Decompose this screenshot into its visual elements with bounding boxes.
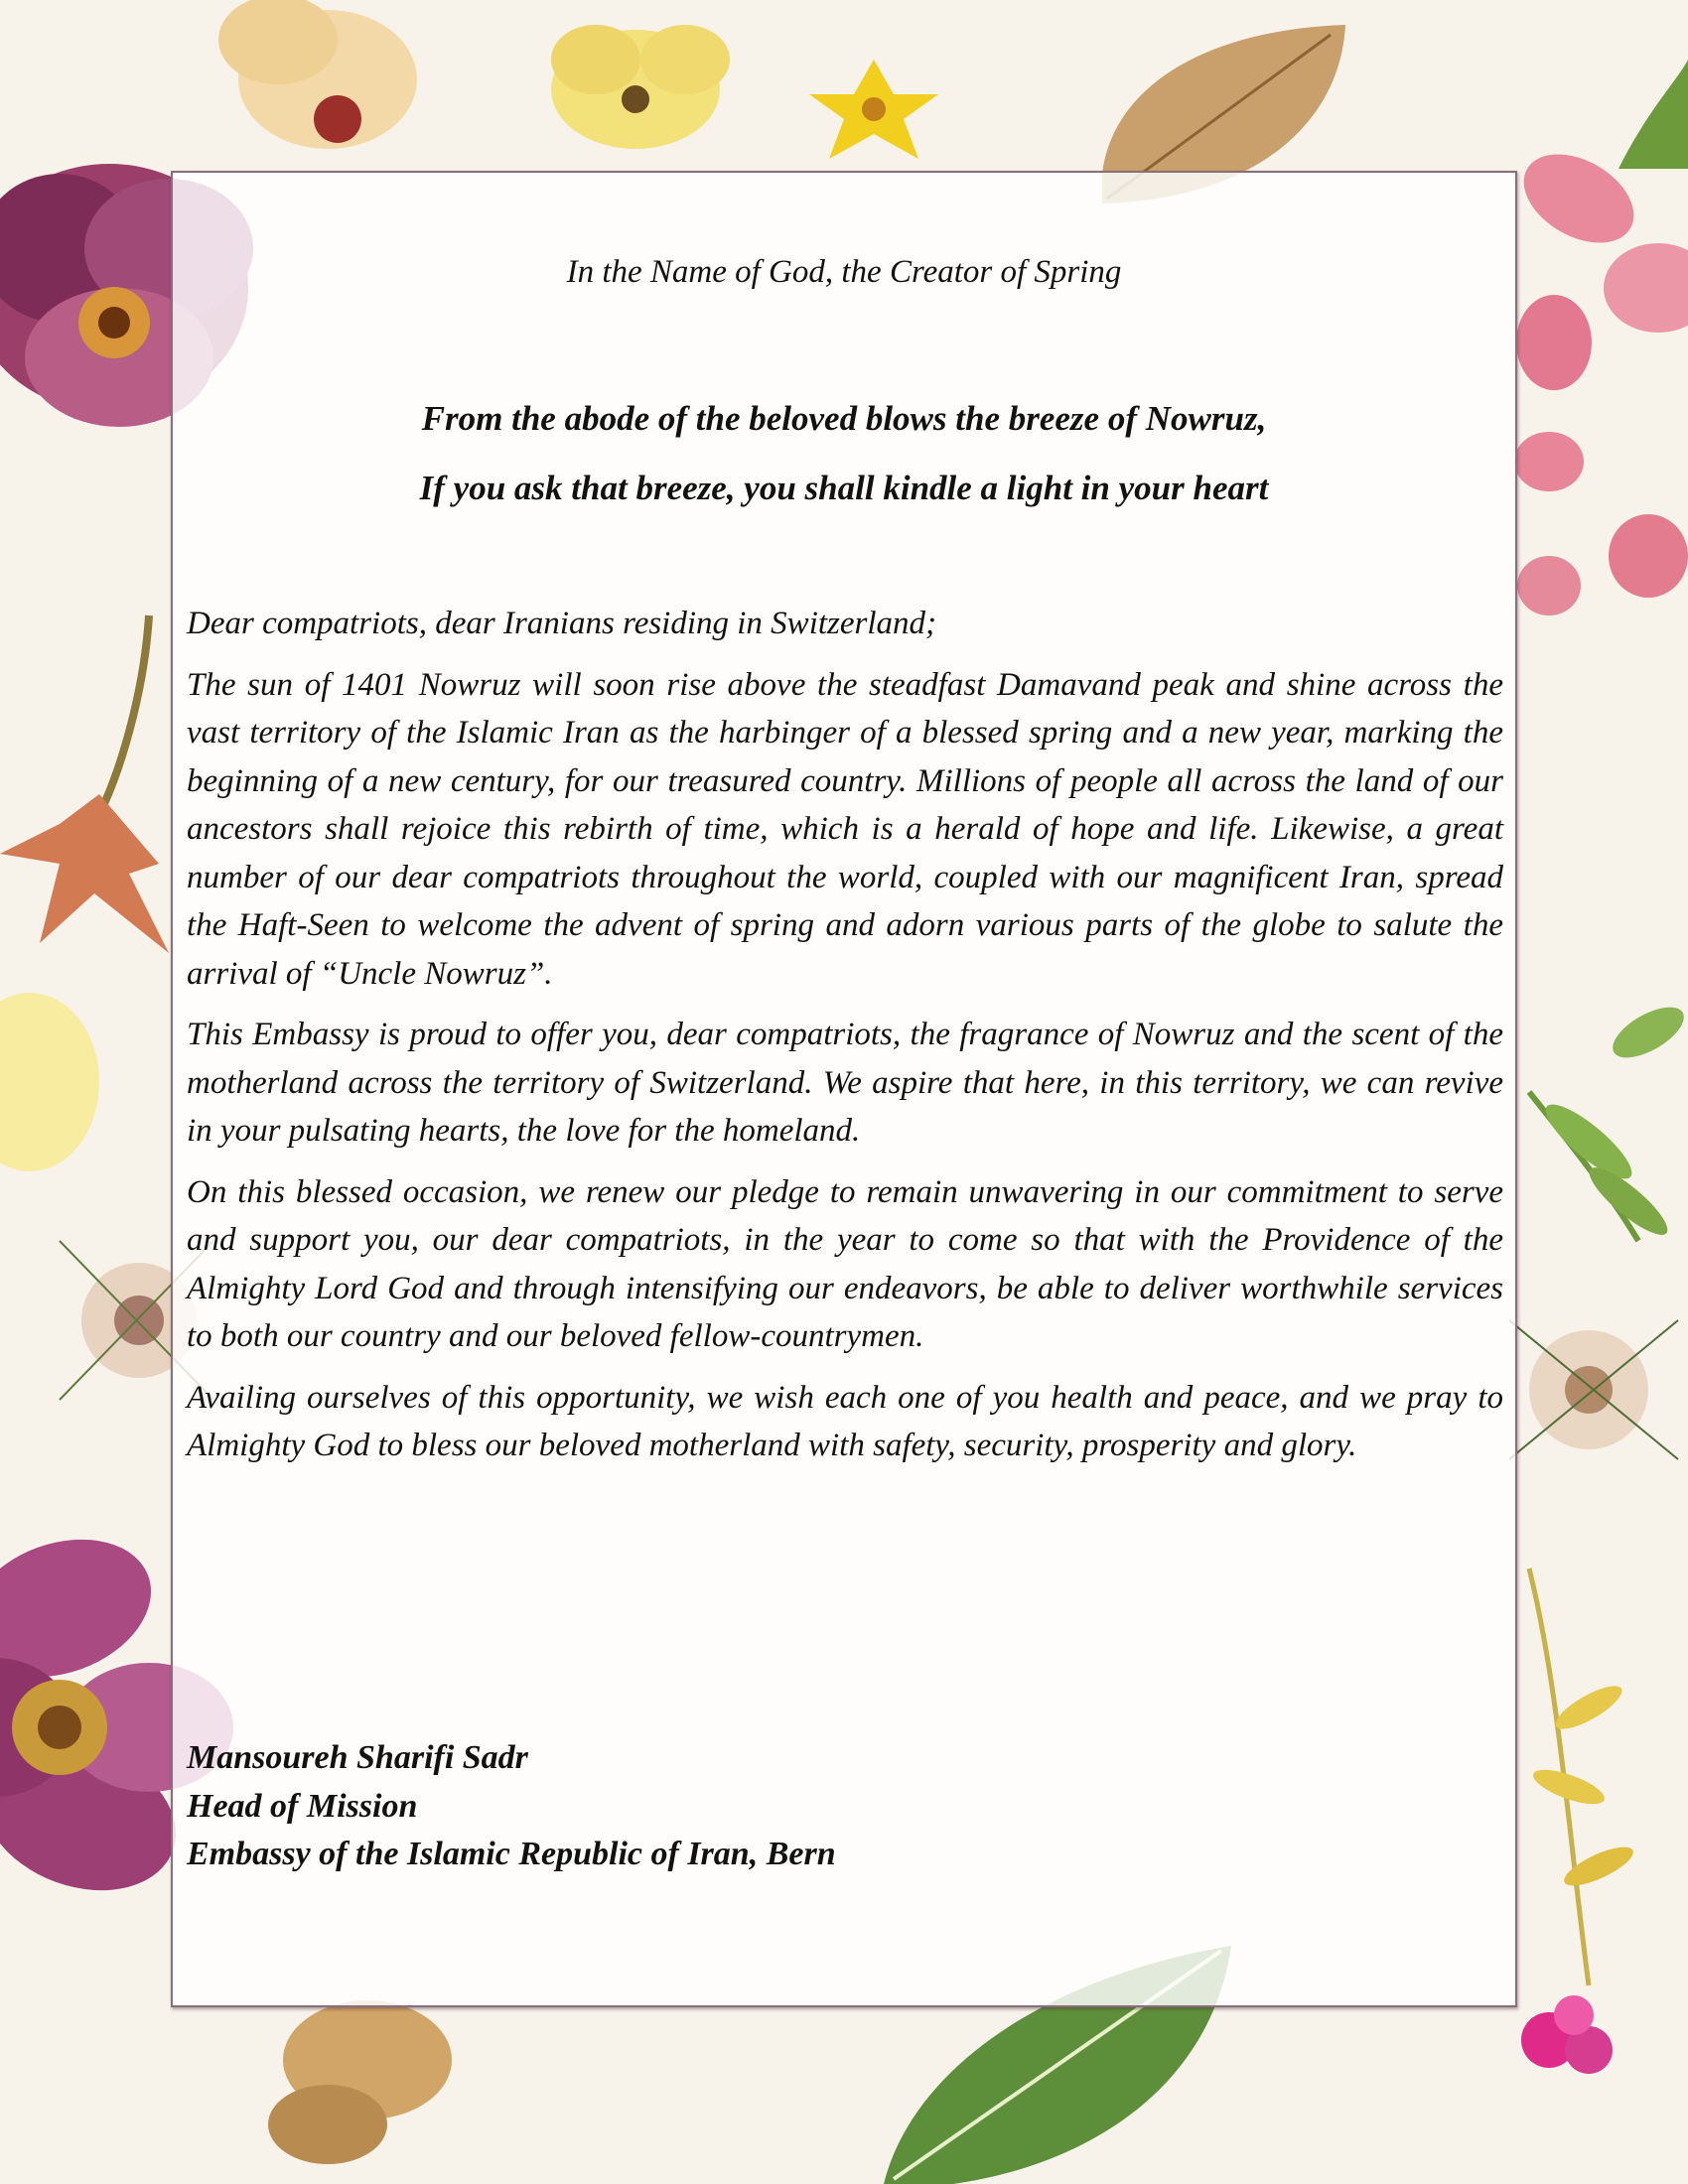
- pink-cluster-bottom-right: [1521, 1995, 1613, 2074]
- paragraph-4: Availing ourselves of this opportunity, we wish each one of you health and peace, and we pray to Almighty God to bless our beloved motherland with safety, security, prosperity and glory.: [187, 1379, 1503, 1463]
- verse-line-2: If you ask that breeze, you shall kindle a light in your heart: [419, 469, 1269, 507]
- brown-flower-bottom-left: [268, 2000, 452, 2164]
- paragraph-3: On this blessed occasion, we renew our pledge to remain unwavering in our commitment to serve and support you, our dear compatriots, in the year to come so that with the Providence of the Almighty Lord God and through intensifying our endeavors, be able to deliver worthwhile services to both our country and our beloved fellow-countrymen.: [187, 1173, 1503, 1354]
- pink-petals-right: [1508, 136, 1688, 615]
- greeting: Dear compatriots, dear Iranians residing in Switzerland;: [187, 606, 937, 641]
- green-fern-right: [1529, 997, 1688, 1243]
- signature-block: [187, 1734, 1477, 1879]
- letter-body: [187, 600, 1503, 1483]
- paragraph-1: The sun of 1401 Nowruz will soon rise above the steadfast Damavand peak and shine across the vast territory of the Islamic Iran as the harbinger of a blessed spring and a new year, marking the beginning of a new century, for our treasured country. Millions of people all across the land of our ancestors shall rejoice this rebirth of time, which is a herald of hope and life. Likewise, a great number of our dear compatriots throughout the world, coupled with our magnificent Iran, spread the Haft-Seen to welcome the advent of spring and adorn various parts of the globe to salute the arrival of “Uncle Nowruz”.: [187, 666, 1503, 992]
- yellow-pansy-top: [551, 25, 730, 149]
- yellow-star-flower-top: [809, 60, 938, 159]
- cream-flower-top: [218, 0, 417, 149]
- pale-yellow-flower-left: [0, 993, 99, 1171]
- nigella-seedhead-right: [1509, 1320, 1678, 1459]
- verse-line-1: From the abode of the beloved blows the breeze of Nowruz,: [421, 399, 1267, 438]
- yellow-sprig-right: [1529, 1569, 1638, 1985]
- paragraph-2: This Embassy is proud to offer you, dear compatriots, the fragrance of Nowruz and the scent of the motherland across the territory of Switzerland. We aspire that here, in this territory, we can revive in your pulsating hearts, the love for the homeland.: [187, 1017, 1503, 1149]
- signatory-organization: Embassy of the Islamic Republic of Iran, Bern: [187, 1836, 836, 1872]
- signatory-name: Mansoureh Sharifi Sadr: [187, 1739, 528, 1776]
- signatory-position: Head of Mission: [187, 1787, 418, 1825]
- orange-tubular-flower-left: [0, 615, 169, 953]
- letter-frame: [171, 171, 1517, 2007]
- green-leaf-top-right: [1618, 60, 1688, 169]
- invocation: In the Name of God, the Creator of Spring: [566, 254, 1122, 290]
